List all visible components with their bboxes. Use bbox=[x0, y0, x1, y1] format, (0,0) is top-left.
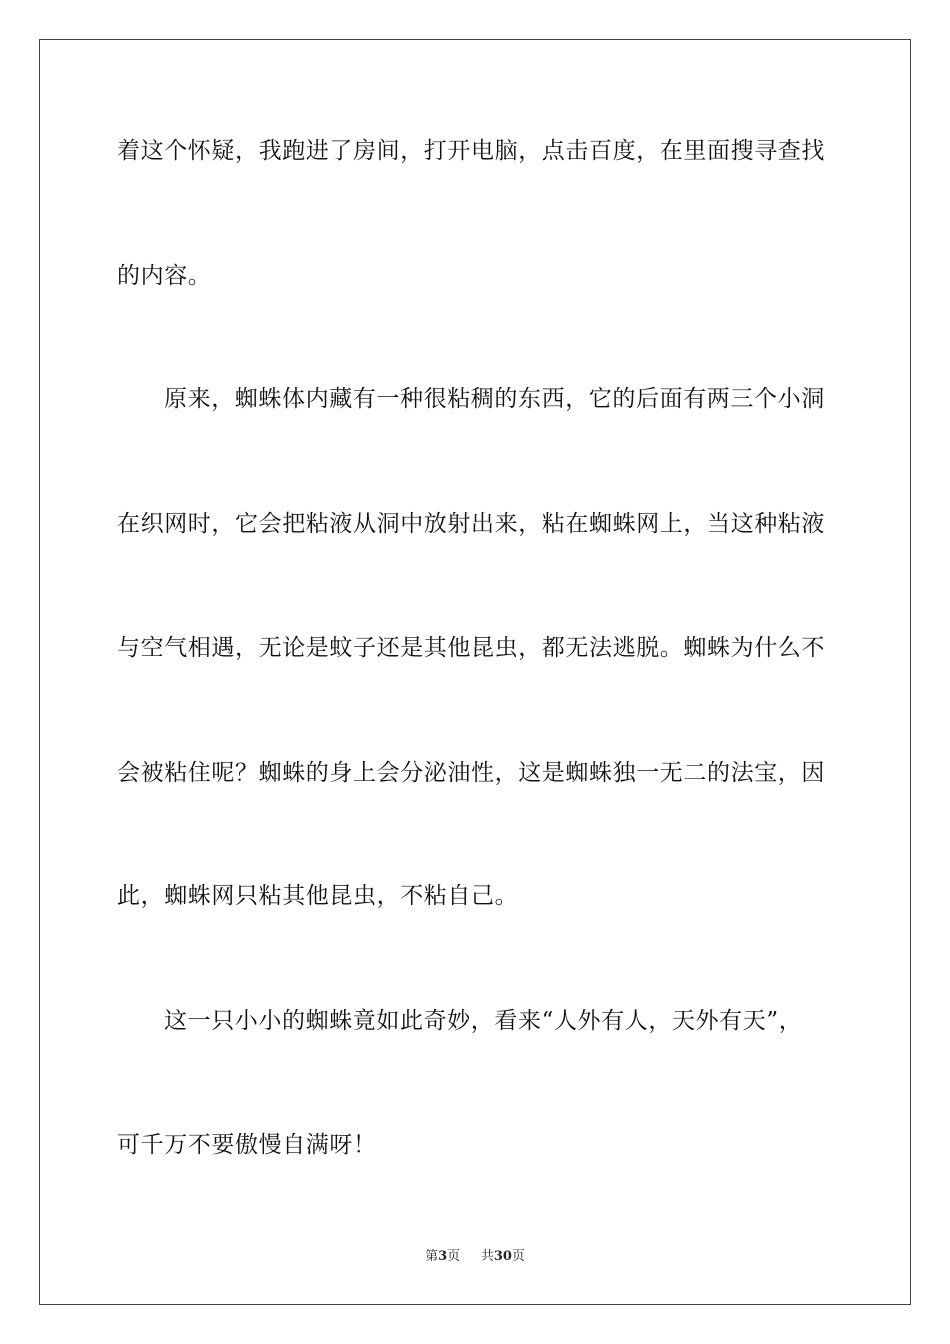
page-border bbox=[39, 39, 911, 1305]
page-footer bbox=[0, 1249, 950, 1265]
page-prefix: 第 bbox=[425, 1249, 439, 1264]
paragraph-3-line-1: 这一只小小的蜘蛛竟如此奇妙，看来“人外有人，天外有天”， bbox=[164, 1008, 803, 1034]
text-line-1: 着这个怀疑，我跑进了房间，打开电脑，点击百度，在里面搜寻查找 bbox=[117, 138, 825, 164]
total-prefix: 共 bbox=[480, 1249, 494, 1264]
total-suffix: 页 bbox=[511, 1249, 525, 1264]
paragraph-2-line-3: 与空气相遇，无论是蚊子还是其他昆虫，都无法逃脱。蜘蛛为什么不 bbox=[117, 635, 825, 661]
paragraph-2-line-5: 此，蜘蛛网只粘其他昆虫，不粘自己。 bbox=[117, 883, 519, 909]
paragraph-2-line-4: 会被粘住呢？蜘蛛的身上会分泌油性，这是蜘蛛独一无二的法宝，因 bbox=[117, 760, 825, 786]
paragraph-2-line-2: 在织网时，它会把粘液从洞中放射出来，粘在蜘蛛网上，当这种粘液 bbox=[117, 511, 825, 537]
page-suffix: 页 bbox=[447, 1249, 461, 1264]
paragraph-2-line-1: 原来，蜘蛛体内藏有一种很粘稠的东西，它的后面有两三个小洞 bbox=[164, 386, 825, 412]
total-pages: 30 bbox=[493, 1249, 512, 1264]
text-line-2: 的内容。 bbox=[117, 263, 212, 289]
page-number: 3 bbox=[438, 1249, 448, 1264]
paragraph-3-line-2: 可千万不要傲慢自满呀！ bbox=[117, 1132, 377, 1158]
